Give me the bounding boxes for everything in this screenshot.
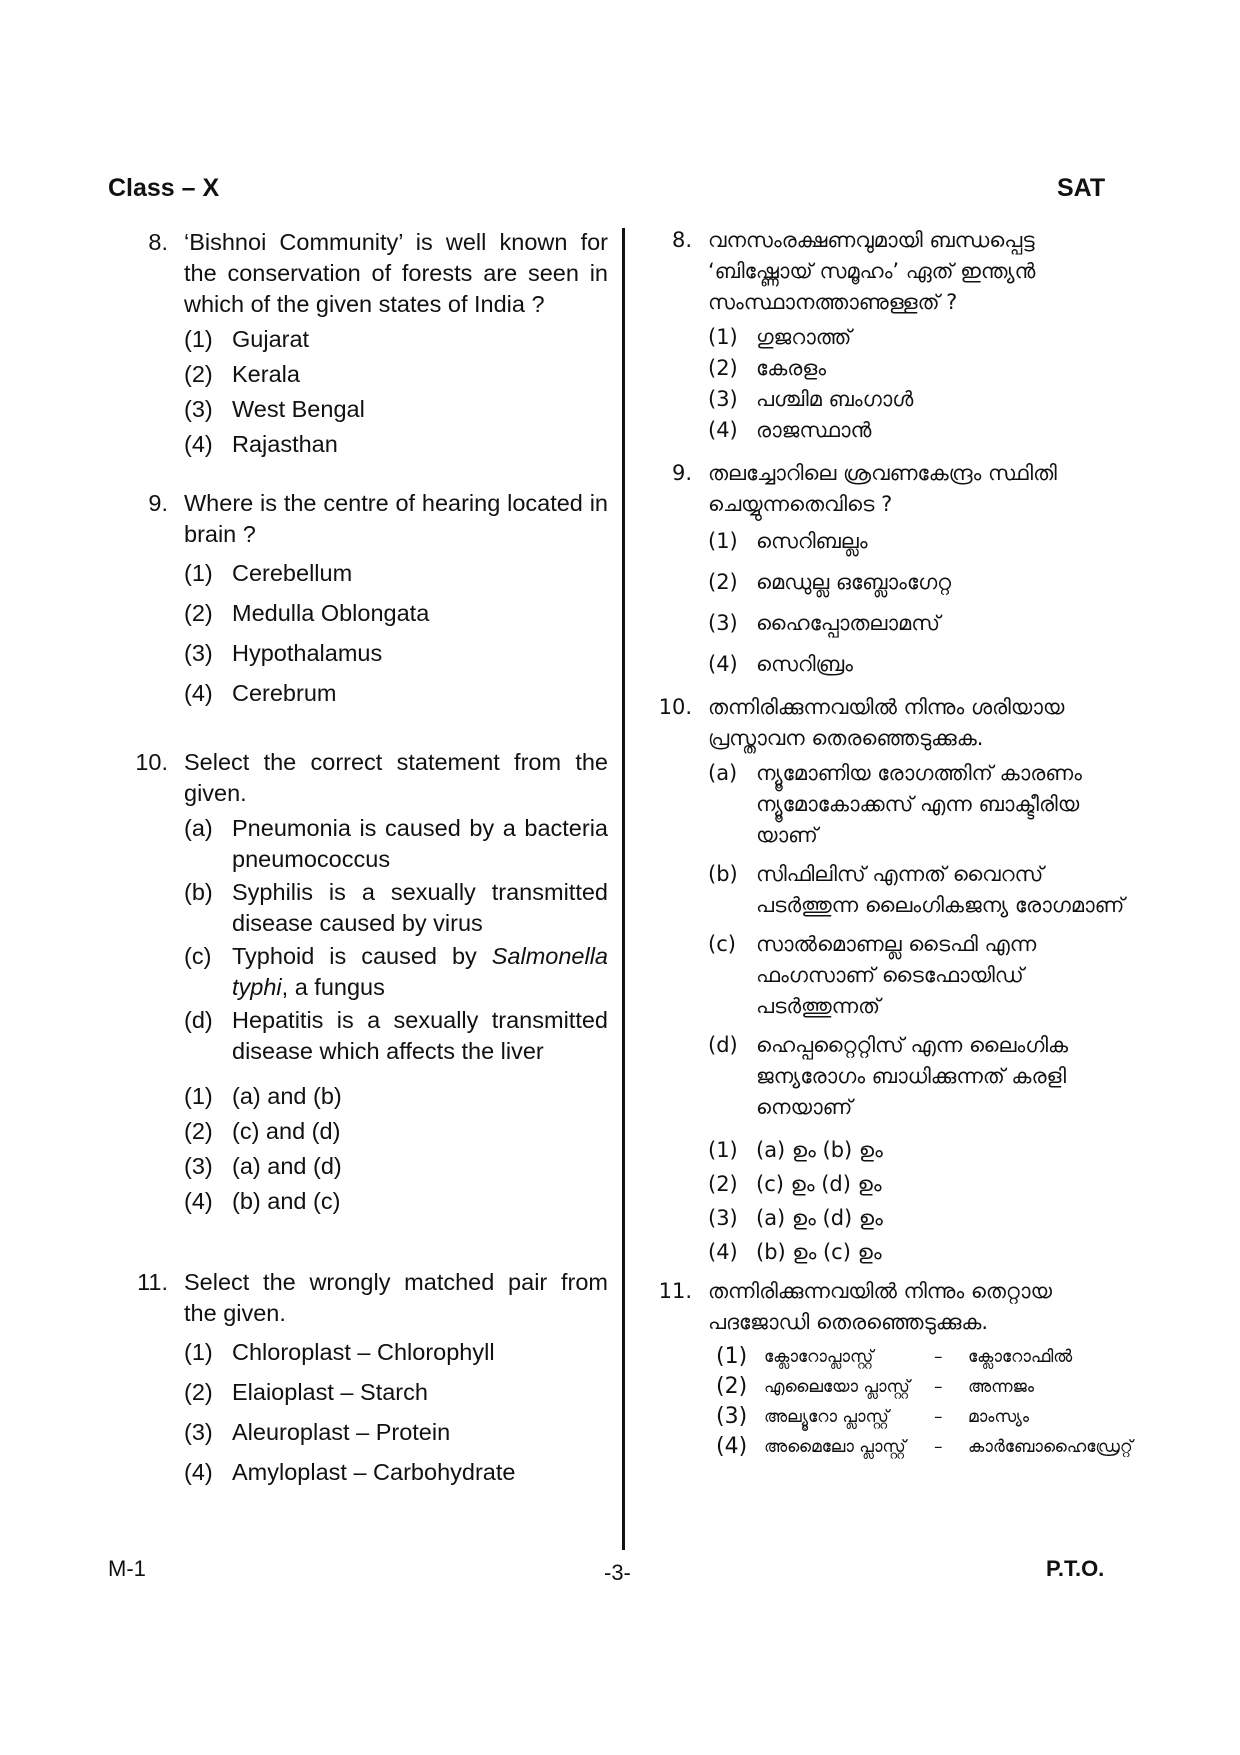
option: (1) (a) ഉം (b) ഉം (708, 1138, 883, 1162)
exam-label: SAT (1057, 174, 1106, 202)
question-number: 11. (137, 1269, 168, 1295)
option: (4) സെറിബ്രം (708, 652, 853, 676)
question-10-ml (648, 692, 1138, 1268)
option: (3) Aleuroplast – Protein (184, 1419, 451, 1445)
question-text: Select the wrongly matched pair from the given. (184, 1269, 608, 1326)
option: (1) Cerebellum (184, 560, 353, 586)
option: (4) Rajasthan (184, 431, 338, 457)
question-11-ml (648, 1276, 1138, 1462)
pto-label: P.T.O. (1046, 1556, 1105, 1581)
question-8-en (124, 227, 608, 460)
option: (4) (b) and (c) (184, 1188, 341, 1214)
option: (2) Elaioplast – Starch (184, 1379, 428, 1405)
option: (2) (c) ഉം (d) ഉം (708, 1172, 882, 1196)
question-9-ml (648, 458, 1138, 680)
statement: (c) Typhoid is caused by Salmonella typhi, a fungus (184, 943, 608, 1000)
question-number: 10. (658, 695, 692, 719)
paper-code: M-1 (108, 1556, 146, 1581)
pair-option: (1) ക്ലോറോപ്ലാസ്റ്റ് – ക്ലോറോഫിൽ (716, 1344, 1073, 1369)
option: (2) മെഡുല്ല ഒബ്ലോംഗേറ്റ (708, 570, 952, 594)
question-number: 11. (658, 1279, 692, 1303)
question-number: 8. (148, 229, 168, 255)
option: (3) (a) and (d) (184, 1153, 342, 1179)
option: (2) Medulla Oblongata (184, 600, 430, 626)
question-9-en (124, 488, 608, 709)
page-number: -3- (604, 1560, 631, 1585)
pair-option: (4) അമൈലോ പ്ലാസ്റ്റ് – കാർബോഹൈഡ്രേറ്റ് (716, 1434, 1133, 1459)
pair-option: (3) അല്യൂറോ പ്ലാസ്റ്റ് – മാംസ്യം (716, 1404, 1030, 1429)
option: (1) സെറിബല്ലം (708, 529, 868, 553)
statement: (b) സിഫിലിസ് എന്നത് വൈറസ് പടർത്തുന്ന ലൈംഗികജന്യ രോഗമാണ് (708, 862, 1125, 917)
question-text: തന്നിരിക്കുന്നവയിൽ നിന്നും ശരിയായ പ്രസ്താവന തെരഞ്ഞെടുക്കുക. (708, 695, 1065, 750)
question-11-en (124, 1267, 608, 1488)
statement: (d) Hepatitis is a sexually transmitted disease which affects the liver (184, 1007, 608, 1064)
option: (2) കേരളം (708, 356, 827, 380)
option: (4) Cerebrum (184, 680, 337, 706)
question-10-en (124, 747, 608, 1217)
option: (1) ഗുജറാത്ത് (708, 325, 852, 349)
question-text: തന്നിരിക്കുന്നവയിൽ നിന്നും തെറ്റായ പദജോഡി തെരഞ്ഞെടുക്കുക. (708, 1279, 1052, 1334)
english-column (124, 227, 608, 1488)
pair-option: (2) എലൈയോ പ്ലാസ്റ്റ് – അന്നജം (716, 1374, 1034, 1399)
question-number: 9. (148, 490, 168, 516)
option: (3) പശ്ചിമ ബംഗാൾ (708, 387, 914, 411)
option: (2) Kerala (184, 361, 300, 387)
option: (3) ഹൈപ്പോതലാമസ് (708, 611, 941, 635)
statement: (a) ന്യൂമോണിയ രോഗത്തിന് കാരണം ന്യൂമോകോക്കസ് എന്ന ബാക്ടീരിയ യാണ് (708, 761, 1082, 847)
column-divider (622, 228, 625, 1550)
option: (2) (c) and (d) (184, 1118, 341, 1144)
option: (1) Gujarat (184, 326, 310, 352)
question-number: 10. (135, 749, 168, 775)
option: (3) Hypothalamus (184, 640, 383, 666)
question-text: തലച്ചോറിലെ ശ്രവണകേന്ദ്രം സ്ഥിതി ചെയ്യുന്നതെവിടെ ? (708, 461, 1057, 516)
option: (3) West Bengal (184, 396, 365, 422)
question-number: 8. (671, 228, 692, 252)
question-8-ml (648, 225, 1138, 446)
malayalam-column (648, 225, 1138, 1462)
question-text: Where is the centre of hearing located in brain ? (184, 490, 608, 547)
question-text: ‘Bishnoi Community’ is well known for the conservation of forests are seen in which of the given states of India ? (184, 229, 608, 317)
statement: (c) സാൽമൊണല്ല ടൈഫി എന്ന ഫംഗസാണ് ടൈഫോയിഡ് പടർത്തുന്നത് (708, 932, 1037, 1018)
question-text: Select the correct statement from the given. (184, 749, 608, 806)
option: (1) (a) and (b) (184, 1083, 342, 1109)
option: (4) Amyloplast – Carbohydrate (184, 1459, 516, 1485)
class-label: Class – X (108, 174, 220, 202)
statement: (a) Pneumonia is caused by a bacteria pneumococcus (184, 815, 608, 872)
statement: (d) ഹെപ്പറ്റൈറ്റിസ് എന്ന ലൈംഗിക ജന്യരോഗം ബാധിക്കുന്നത് കരളി നെയാണ് (708, 1033, 1069, 1119)
option: (4) (b) ഉം (c) ഉം (708, 1240, 882, 1264)
option: (1) Chloroplast – Chlorophyll (184, 1339, 495, 1365)
option: (4) രാജസ്ഥാൻ (708, 418, 872, 442)
question-text: വനസംരക്ഷണവുമായി ബന്ധപ്പെട്ട ‘ബിഷ്ണോയ് സമൂഹം’ ഏത് ഇന്ത്യൻ സംസ്ഥാനത്താണുള്ളത് ? (708, 228, 1036, 314)
question-number: 9. (671, 461, 692, 485)
option: (3) (a) ഉം (d) ഉം (708, 1206, 883, 1230)
statement: (b) Syphilis is a sexually transmitted disease caused by virus (184, 879, 608, 936)
